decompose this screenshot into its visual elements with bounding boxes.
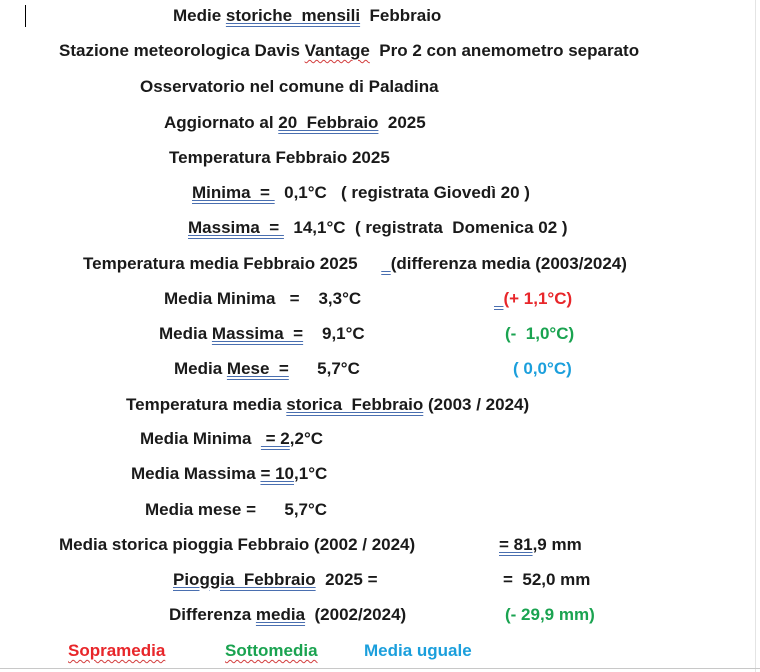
updated-part: Aggiornato al xyxy=(164,113,279,132)
mean-max-value: 9,1°C xyxy=(303,324,365,343)
observatory-line: Osservatorio nel comune di Paladina xyxy=(140,77,439,96)
station-part: Stazione meteorologica Davis xyxy=(59,41,305,60)
rain-current-value: = 52,0 mm xyxy=(503,570,591,589)
means-heading xyxy=(83,254,627,274)
mean-max-line xyxy=(159,324,365,344)
historical-min-line xyxy=(140,429,323,449)
updated-date: 20 Febbraio xyxy=(278,113,379,132)
title-line xyxy=(173,6,441,26)
historical-max-eq: = 10 xyxy=(260,464,295,483)
rain-historical-value xyxy=(499,535,582,555)
title-part: Medie xyxy=(173,6,226,25)
legend-above-label: Sopramedia xyxy=(68,641,166,660)
rain-historical-label: Media storica pioggia Febbraio (2002 / 2024) xyxy=(59,535,416,554)
mean-max-diff: (- 1,0°C) xyxy=(505,324,575,343)
historical-heading-part: (2003 / 2024) xyxy=(423,395,530,414)
legend-above xyxy=(68,641,165,661)
month-min-line xyxy=(192,183,530,203)
page-bottom-edge xyxy=(0,668,760,669)
means-heading-gap xyxy=(381,254,390,273)
month-max-line xyxy=(188,218,568,238)
station-part-spellcheck: Vantage xyxy=(304,41,370,60)
month-max-label: Massima = xyxy=(188,218,284,237)
rain-current-year: 2025 = xyxy=(315,570,378,589)
historical-max-label: Media Massima xyxy=(131,464,261,483)
rain-diff-label-underlined: media xyxy=(255,605,306,624)
mean-min-diff xyxy=(494,289,572,309)
text-cursor xyxy=(25,5,26,27)
mean-max-label: Massima = xyxy=(211,324,304,343)
station-line xyxy=(59,41,639,61)
mean-month-value: 5,7°C xyxy=(288,359,360,378)
historical-heading-part: Temperatura media xyxy=(126,395,287,414)
rain-diff-label: Differenza xyxy=(169,605,256,624)
historical-max-line xyxy=(131,464,327,484)
mean-month-diff: ( 0,0°C) xyxy=(513,359,572,378)
page-right-edge xyxy=(755,0,756,672)
month-max-value: 14,1°C ( registrata Domenica 02 ) xyxy=(283,218,568,237)
legend-equal: Media uguale xyxy=(364,641,472,660)
rain-historical-eq: = 81 xyxy=(499,535,533,554)
mean-min-line: Media Minima = 3,3°C xyxy=(164,289,362,308)
mean-month-part: Media xyxy=(174,359,227,378)
historical-min-label: Media Minima xyxy=(140,429,261,448)
historical-min-eq: = 2 xyxy=(260,429,290,448)
historical-min-value: ,2°C xyxy=(289,429,324,448)
means-heading-part: (differenza media (2003/2024) xyxy=(390,254,627,273)
mean-month-line xyxy=(174,359,360,379)
title-part-underlined: storiche mensili xyxy=(225,6,361,25)
legend-below-label: Sottomedia xyxy=(225,641,318,660)
rain-diff-period: (2002/2024) xyxy=(305,605,407,624)
month-min-label: Minima = xyxy=(192,183,275,202)
historical-heading xyxy=(126,395,529,415)
title-part: Febbraio xyxy=(360,6,442,25)
rain-diff-line xyxy=(169,605,406,625)
rain-current-label: Pioggia Febbraio xyxy=(173,570,316,589)
updated-part: 2025 xyxy=(378,113,426,132)
historical-heading-underlined: storica Febbraio xyxy=(286,395,424,414)
historical-max-value: ,1°C xyxy=(294,464,328,483)
mean-min-diff-value: (+ 1,1°C) xyxy=(503,289,573,308)
station-part: Pro 2 con anemometro separato xyxy=(369,41,640,60)
rain-diff-value: (- 29,9 mm) xyxy=(505,605,595,624)
month-min-value: 0,1°C ( registrata Giovedì 20 ) xyxy=(274,183,530,202)
legend-below xyxy=(225,641,318,661)
mean-max-part: Media xyxy=(159,324,212,343)
means-heading-part: Temperatura media Febbraio 2025 xyxy=(83,254,382,273)
month-heading: Temperatura Febbraio 2025 xyxy=(169,148,390,167)
rain-current-line xyxy=(173,570,378,590)
updated-line xyxy=(164,113,426,133)
rain-historical-decimal: ,9 mm xyxy=(532,535,582,554)
historical-month-line: Media mese = 5,7°C xyxy=(145,500,328,519)
mean-month-label: Mese = xyxy=(226,359,289,378)
